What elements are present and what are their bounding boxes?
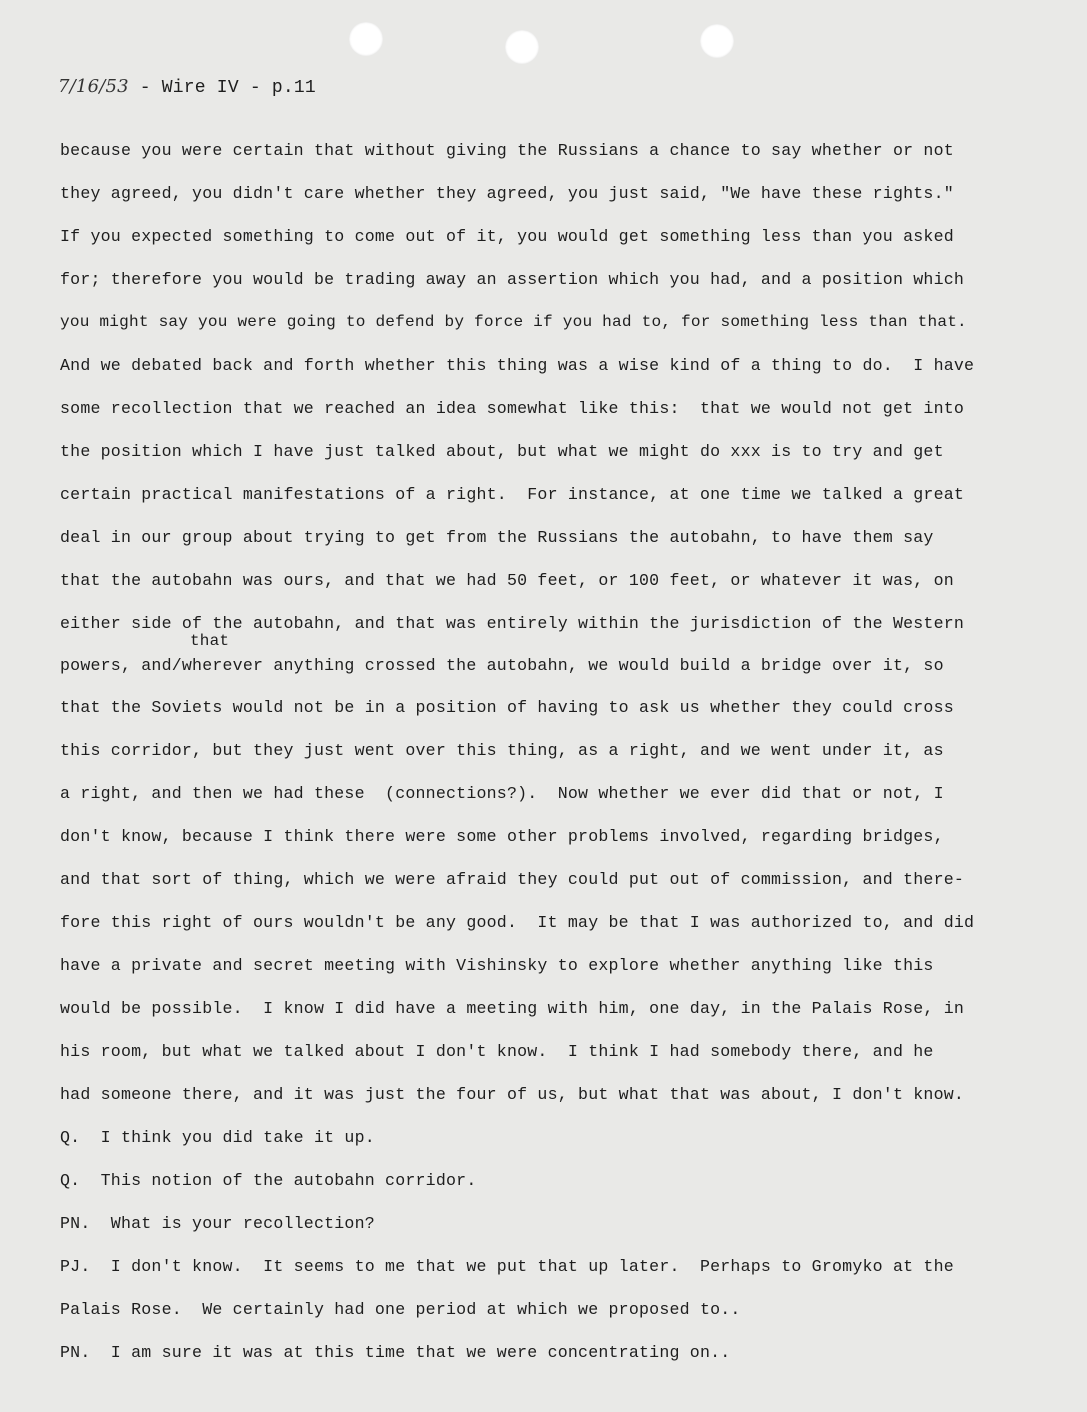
text-line: his room, but what we talked about I don't know. I think I had somebody there, and he	[60, 1042, 934, 1061]
interlinear-insertion: that	[190, 632, 230, 650]
dialogue-line: Palais Rose. We certainly had one period at which we proposed to..	[60, 1300, 741, 1319]
text-line: have a private and secret meeting with Vishinsky to explore whether anything like this	[60, 956, 934, 975]
text-line: you might say you were going to defend by force if you had to, for something less than that.	[60, 313, 967, 331]
text-line: powers, and/wherever anything crossed the autobahn, we would build a bridge over it, so	[60, 656, 944, 675]
text-line: don't know, because I think there were some other problems involved, regarding bridges,	[60, 827, 944, 846]
dialogue-line: PJ. I don't know. It seems to me that we put that up later. Perhaps to Gromyko at the	[60, 1257, 954, 1276]
text-line: that the autobahn was ours, and that we had 50 feet, or 100 feet, or whatever it was, on	[60, 571, 954, 590]
text-line: would be possible. I know I did have a meeting with him, one day, in the Palais Rose, in	[60, 999, 965, 1018]
text-line: If you expected something to come out of it, you would get something less than you asked	[60, 227, 954, 246]
text-line: had someone there, and it was just the four of us, but what that was about, I don't know.	[60, 1085, 965, 1104]
text-line: deal in our group about trying to get from the Russians the autobahn, to have them say	[60, 528, 934, 547]
text-line: certain practical manifestations of a right. For instance, at one time we talked a great	[60, 485, 965, 504]
text-line: And we debated back and forth whether this thing was a wise kind of a thing to do. I have	[60, 356, 975, 375]
dialogue-line: PN. I am sure it was at this time that we were concentrating on..	[60, 1343, 731, 1362]
text-line: either side of the autobahn, and that was entirely within the jurisdiction of the Western	[60, 614, 965, 633]
text-line: that the Soviets would not be in a position of having to ask us whether they could cross	[60, 698, 954, 717]
text-line: this corridor, but they just went over this thing, as a right, and we went under it, as	[60, 741, 944, 760]
text-line: they agreed, you didn't care whether they agreed, you just said, "We have these rights."	[60, 184, 954, 203]
punch-hole	[349, 22, 383, 56]
page-header	[58, 76, 316, 98]
text-line: a right, and then we had these (connections?). Now whether we ever did that or not, I	[60, 784, 944, 803]
dialogue-line: Q. This notion of the autobahn corridor.	[60, 1171, 477, 1190]
punch-hole	[700, 24, 734, 58]
dialogue-line: Q. I think you did take it up.	[60, 1128, 375, 1147]
text-line: fore this right of ours wouldn't be any good. It may be that I was authorized to, and did	[60, 913, 975, 932]
header-date: 7/16/53	[58, 76, 129, 97]
text-line: because you were certain that without giving the Russians a chance to say whether or not	[60, 141, 954, 160]
dialogue-line: PN. What is your recollection?	[60, 1214, 375, 1233]
text-line: for; therefore you would be trading away an assertion which you had, and a position which	[60, 270, 965, 289]
text-line: and that sort of thing, which we were afraid they could put out of commission, and there-	[60, 870, 965, 889]
text-line: the position which I have just talked about, but what we might do xxx is to try and get	[60, 442, 944, 461]
header-title: - Wire IV - p.11	[128, 78, 316, 98]
text-line: some recollection that we reached an idea somewhat like this: that we would not get into	[60, 399, 965, 418]
punch-hole	[505, 30, 539, 64]
